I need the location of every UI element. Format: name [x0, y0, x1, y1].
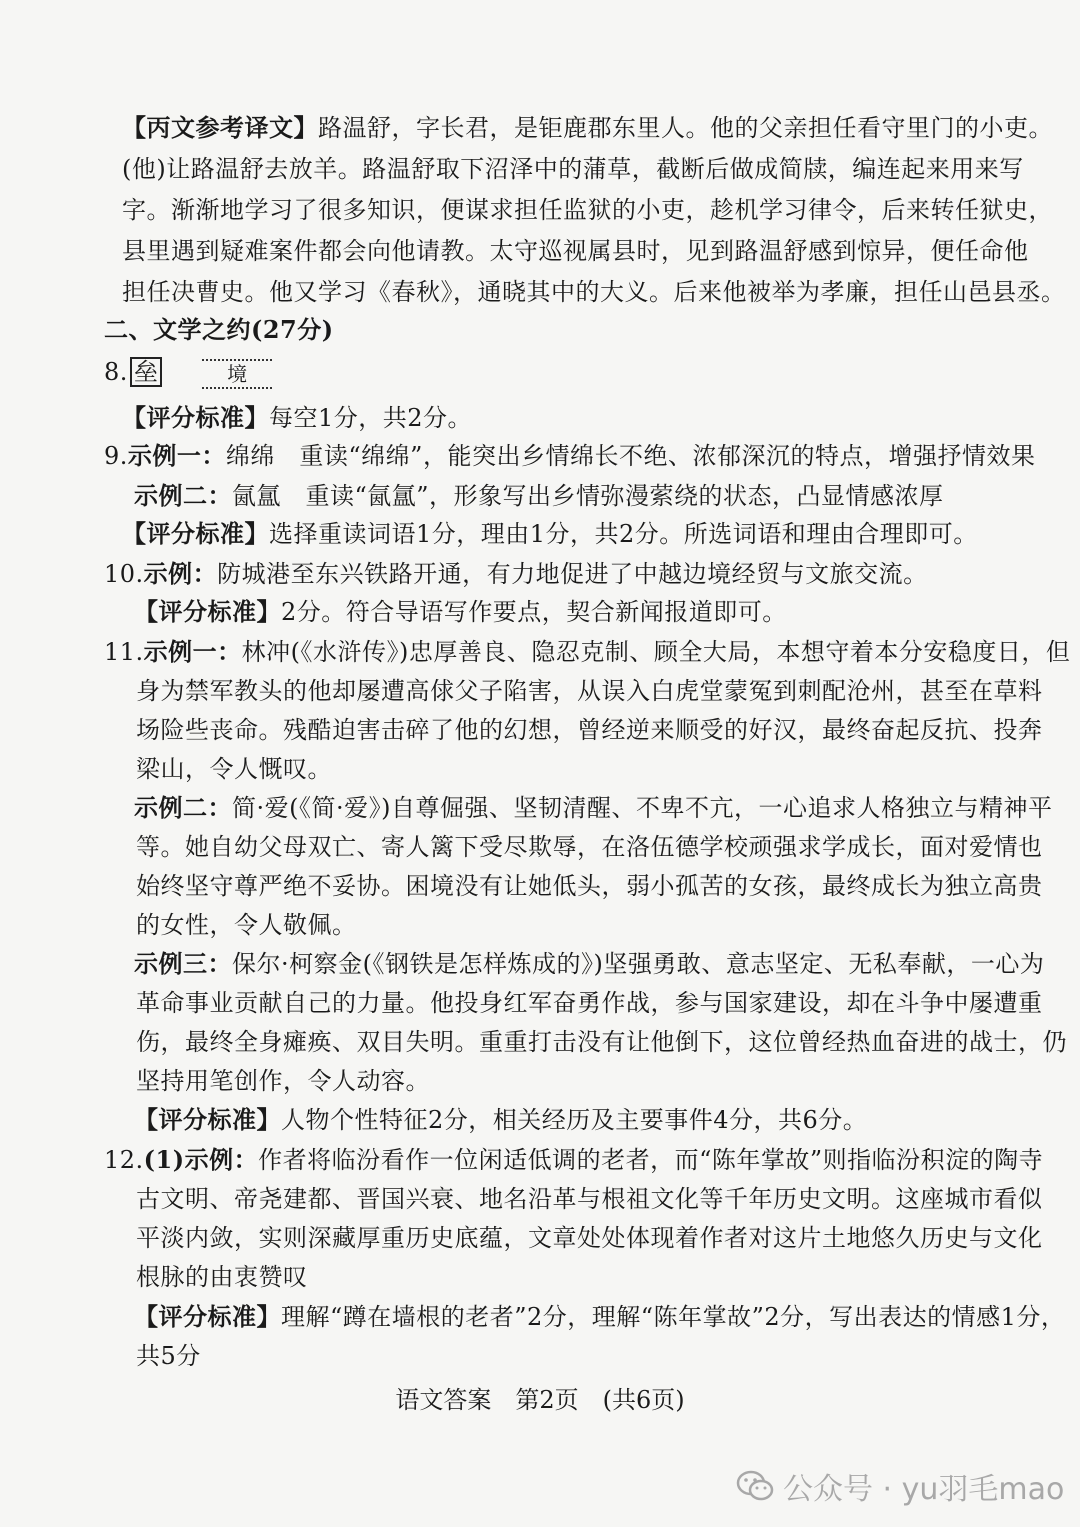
translation-text: (他)让路温舒去放羊。路温舒取下沼泽中的蒲草，截断后做成简牍，编连起来用来写	[122, 155, 1024, 183]
q11-example-1-line-4	[0, 753, 1080, 785]
q12-number: 12.	[104, 1146, 144, 1174]
standard-text: 每空1分，共2分。	[269, 404, 473, 432]
q8-number: 8.	[104, 358, 128, 386]
example-text: 简·爱(《简·爱》)自尊倔强、坚韧清醒、不卑不亢，一心追求人格独立与精神平	[232, 794, 1053, 822]
q11-example-1-line-3	[0, 714, 1080, 746]
section-heading	[0, 314, 1080, 346]
q12-standard-line-2	[0, 1340, 1080, 1372]
translation-line-3	[0, 194, 1080, 226]
section-heading-text: 二、文学之约(27分)	[104, 315, 334, 344]
example-text: 始终坚守尊严绝不妥协。困境没有让她低头，弱小孤苦的女孩，最终成长为独立高贵	[136, 872, 1043, 900]
translation-line-2	[0, 153, 1080, 185]
q10-number: 10.	[104, 560, 144, 588]
q9-example-1	[0, 440, 1080, 472]
q11-number: 11.	[104, 638, 144, 666]
example-text: 作者将临汾看作一位闲适低调的老者，而“陈年掌故”则指临汾积淀的陶寺	[258, 1146, 1044, 1174]
standard-label: 【评分标准】	[134, 1105, 281, 1134]
translation-text: 县里遇到疑难案件都会向他请教。太守巡视属县时，见到路温舒感到惊异，便任命他	[122, 237, 1029, 265]
example-text: 革命事业贡献自己的力量。他投身红军奋勇作战，参与国家建设，却在斗争中屡遭重	[136, 989, 1043, 1017]
example-text: 平淡内敛，实则深藏厚重历史底蕴，文章处处体现着作者对这片土地悠久历史与文化	[136, 1224, 1043, 1252]
q12-example-line-3	[0, 1222, 1080, 1254]
example-text: 根脉的由衷赞叹	[136, 1263, 308, 1291]
q10-standard	[0, 596, 1080, 628]
example-label: 示例三：	[134, 949, 232, 978]
q8-standard	[0, 402, 1080, 434]
q11-example-3-line-2	[0, 987, 1080, 1019]
translation-line-5	[0, 276, 1080, 308]
standard-label: 【评分标准】	[134, 597, 281, 626]
watermark-text: 公众号 · yu羽毛mao	[783, 1472, 1065, 1507]
q11-example-2-line-3	[0, 870, 1080, 902]
example-text: 等。她自幼父母双亡、寄人篱下受尽欺辱，在洛伍德学校顽强求学成长，面对爱情也	[136, 833, 1043, 861]
q8-answer	[0, 356, 1080, 389]
q11-example-2-line-2	[0, 831, 1080, 863]
q11-example-3-line-3	[0, 1026, 1080, 1058]
q12-example-line-2	[0, 1183, 1080, 1215]
example-label: 示例二：	[134, 793, 232, 822]
q9-example-2	[0, 480, 1080, 512]
wechat-icon	[735, 1468, 775, 1504]
example-text: 场险些丧命。残酷迫害击碎了他的幻想，曾经逆来顺受的好汉，最终奋起反抗、投奔	[136, 716, 1043, 744]
translation-text: 字。渐渐地学习了很多知识，便谋求担任监狱的小吏，趁机学习律令，后来转任狱史，	[122, 196, 1053, 224]
example-text: 的女性，令人敬佩。	[136, 911, 357, 939]
example-label: 示例一：	[127, 441, 226, 470]
example-text: 林冲(《水浒传》)忠厚善良、隐忍克制、顾全大局，本想守着本分安稳度日，但	[241, 638, 1071, 666]
example-text: 氤氲 重读“氤氲”，形象写出乡情弥漫萦绕的状态，凸显情感浓厚	[232, 482, 944, 510]
q11-example-2-line-4	[0, 909, 1080, 941]
standard-text: 共5分	[136, 1342, 201, 1370]
example-text: 保尔·柯察金(《钢铁是怎样炼成的》)坚强勇敢、意志坚定、无私奉献，一心为	[232, 950, 1045, 978]
standard-text: 人物个性特征2分，相关经历及主要事件4分，共6分。	[281, 1106, 868, 1134]
q11-example-1-line-1	[0, 636, 1080, 668]
q8-boxed-char: 垒	[130, 357, 163, 387]
q11-example-3-line-1	[0, 948, 1080, 980]
example-text: 绵绵 重读“绵绵”，能突出乡情绵长不绝、浓郁深沉的特点，增强抒情效果	[225, 442, 1036, 470]
page-footer: 语文答案 第2页 (共6页)	[395, 1386, 685, 1414]
standard-label: 【评分标准】	[122, 403, 269, 432]
example-text: 古文明、帝尧建都、晋国兴衰、地名沿革与根祖文化等千年历史文明。这座城市看似	[136, 1185, 1043, 1213]
q9-number: 9.	[104, 442, 128, 470]
q8-dotted-char: 境	[202, 359, 272, 389]
example-label: 示例：	[143, 559, 218, 588]
translation-line-4	[0, 235, 1080, 267]
standard-text: 2分。符合导语写作要点，契合新闻报道即可。	[281, 598, 787, 626]
q11-example-1-line-2	[0, 675, 1080, 707]
example-label: 示例二：	[134, 481, 232, 510]
translation-line-1	[0, 112, 1080, 144]
example-label: 示例一：	[143, 637, 242, 666]
standard-label: 【评分标准】	[134, 1302, 281, 1331]
q11-example-2-line-1	[0, 792, 1080, 824]
q11-example-3-line-4	[0, 1065, 1080, 1097]
q12-example-line-4	[0, 1261, 1080, 1293]
example-text: 伤，最终全身瘫痪、双目失明。重重打击没有让他倒下，这位曾经热血奋进的战士，仍	[136, 1028, 1067, 1056]
translation-text: 路温舒，字长君，是钜鹿郡东里人。他的父亲担任看守里门的小吏。	[318, 114, 1053, 142]
standard-label: 【评分标准】	[122, 519, 269, 548]
q12-standard-line-1	[0, 1301, 1080, 1333]
example-text: 梁山，令人慨叹。	[136, 755, 332, 783]
q10-example	[0, 558, 1080, 590]
q11-standard	[0, 1104, 1080, 1136]
example-text: 防城港至东兴铁路开通，有力地促进了中越边境经贸与文旅交流。	[217, 560, 928, 588]
watermark	[735, 1462, 1065, 1510]
standard-text: 理解“蹲在墙根的老者”2分，理解“陈年掌故”2分，写出表达的情感1分，	[281, 1303, 1066, 1331]
translation-heading: 【丙文参考译文】	[122, 113, 318, 142]
example-label: (1)示例：	[143, 1145, 259, 1174]
q9-standard	[0, 518, 1080, 550]
q12-example-line-1	[0, 1144, 1080, 1176]
translation-text: 担任决曹史。他又学习《春秋》，通晓其中的大义。后来他被举为孝廉，担任山邑县丞。	[122, 278, 1066, 306]
standard-text: 选择重读词语1分，理由1分，共2分。所选词语和理由合理即可。	[269, 520, 978, 548]
example-text: 身为禁军教头的他却屡遭高俅父子陷害，从误入白虎堂蒙冤到刺配沧州，甚至在草料	[136, 677, 1043, 705]
example-text: 坚持用笔创作，令人动容。	[136, 1067, 430, 1095]
